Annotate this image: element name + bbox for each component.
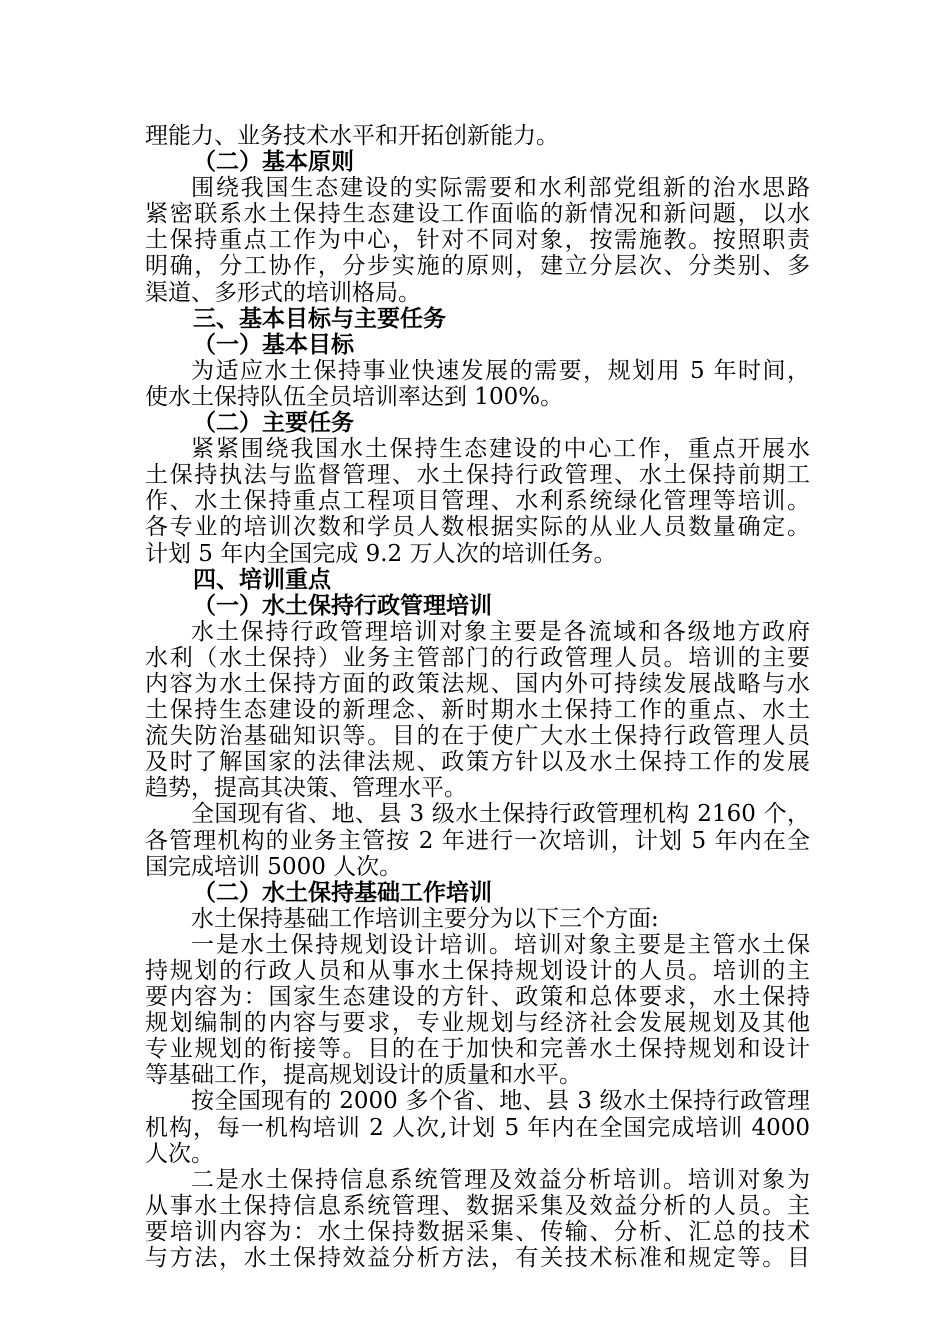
body-text-line: 规划编制的内容与要求，专业规划与经济社会发展规划及其他: [145, 1010, 810, 1037]
body-text-line: 内容为水土保持方面的政策法规、国内外可持续发展战略与水: [145, 670, 810, 697]
body-text-line: 土保持执法与监督管理、水土保持行政管理、水土保持前期工: [145, 462, 810, 489]
paragraph-last-line: 使水土保持队伍全员培训率达到 100%。: [145, 383, 564, 410]
body-text-line: 机构，每一机构培训 2 人次,计划 5 年内在全国完成培训 4000: [145, 1114, 810, 1141]
subsection-heading: （二）主要任务: [193, 410, 354, 437]
body-text-line: 要培训内容为：水土保持数据采集、传输、分析、汇总的技术: [145, 1218, 810, 1245]
paragraph-first-line: 一是水土保持规划设计培训。培训对象主要是主管水土保: [191, 931, 810, 958]
body-text-line: 水利（水土保持）业务主管部门的行政管理人员。培训的主要: [145, 644, 810, 671]
body-text-line: 专业规划的衔接等。目的在于加快和完善水土保持规划和设计: [145, 1036, 810, 1063]
body-text-line: 紧密联系水土保持生态建设工作面临的新情况和新问题，以水: [145, 201, 810, 228]
paragraph-last-line: 渠道、多形式的培训格局。: [145, 279, 421, 306]
body-text-line: 持规划的行政人员和从事水土保持规划设计的人员。培训的主: [145, 958, 810, 984]
paragraph-last-line: 趋势，提高其决策、管理水平。: [145, 775, 467, 802]
document-page: [145, 123, 810, 1271]
body-text-line: 及时了解国家的法律法规、政策方针以及水土保持工作的发展: [145, 749, 810, 776]
paragraph-first-line: 紧紧围绕我国水土保持生态建设的中心工作，重点开展水: [191, 436, 810, 463]
paragraph-first-line: 水土保持基础工作培训主要分为以下三个方面:: [191, 905, 659, 932]
paragraph-first-line: 二是水土保持信息系统管理及效益分析培训。培训对象为: [191, 1166, 810, 1193]
body-text-line: 土保持重点工作为中心，针对不同对象，按需施教。按照职责: [145, 227, 810, 254]
body-text-line: 与方法，水土保持效益分析方法，有关技术标准和规定等。目: [145, 1245, 810, 1272]
paragraph-first-line: 按全国现有的 2000 多个省、地、县 3 级水土保持行政管理: [191, 1088, 810, 1115]
body-text-line: 作、水土保持重点工程项目管理、水利系统绿化管理等培训。: [145, 488, 810, 515]
body-text-line: 土保持生态建设的新理念、新时期水土保持工作的重点、水土: [145, 697, 810, 724]
section-heading: 三、基本目标与主要任务: [193, 305, 446, 332]
paragraph-last-line: 国完成培训 5000 人次。: [145, 853, 403, 880]
body-text-line: 明确，分工协作，分步实施的原则，建立分层次、分类别、多: [145, 253, 810, 280]
subsection-heading: （二）水土保持基础工作培训: [193, 879, 492, 906]
paragraph-last-line: 计划 5 年内全国完成 9.2 万人次的培训任务。: [145, 540, 617, 567]
body-text-line: 流失防治基础知识等。目的在于使广大水土保持行政管理人员: [145, 723, 810, 750]
paragraph-first-line: 围绕我国生态建设的实际需要和水利部党组新的治水思路: [191, 175, 810, 202]
paragraph-first-line: 为适应水土保持事业快速发展的需要，规划用 5 年时间，: [191, 357, 810, 384]
body-text-line: 要内容为：国家生态建设的方针、政策和总体要求，水土保持: [145, 984, 810, 1011]
paragraph-last-line: 等基础工作，提高规划设计的质量和水平。: [145, 1062, 582, 1089]
subsection-heading: （一）基本目标: [193, 331, 354, 358]
body-text-line: 各管理机构的业务主管按 2 年进行一次培训，计划 5 年内在全: [145, 827, 810, 854]
paragraph-last-line: 人次。: [145, 1140, 214, 1167]
body-text-line: 从事水土保持信息系统管理、数据采集及效益分析的人员。主: [145, 1192, 810, 1219]
subsection-heading: （一）水土保持行政管理培训: [193, 592, 492, 619]
paragraph-last-line: 理能力、业务技术水平和开拓创新能力。: [145, 123, 559, 149]
body-text-line: 各专业的培训次数和学员人数根据实际的从业人员数量确定。: [145, 514, 810, 541]
section-heading: 四、培训重点: [193, 566, 331, 593]
paragraph-first-line: 全国现有省、地、县 3 级水土保持行政管理机构 2160 个，: [191, 801, 810, 828]
paragraph-first-line: 水土保持行政管理培训对象主要是各流域和各级地方政府: [191, 618, 810, 645]
subsection-heading: （二）基本原则: [193, 149, 354, 176]
